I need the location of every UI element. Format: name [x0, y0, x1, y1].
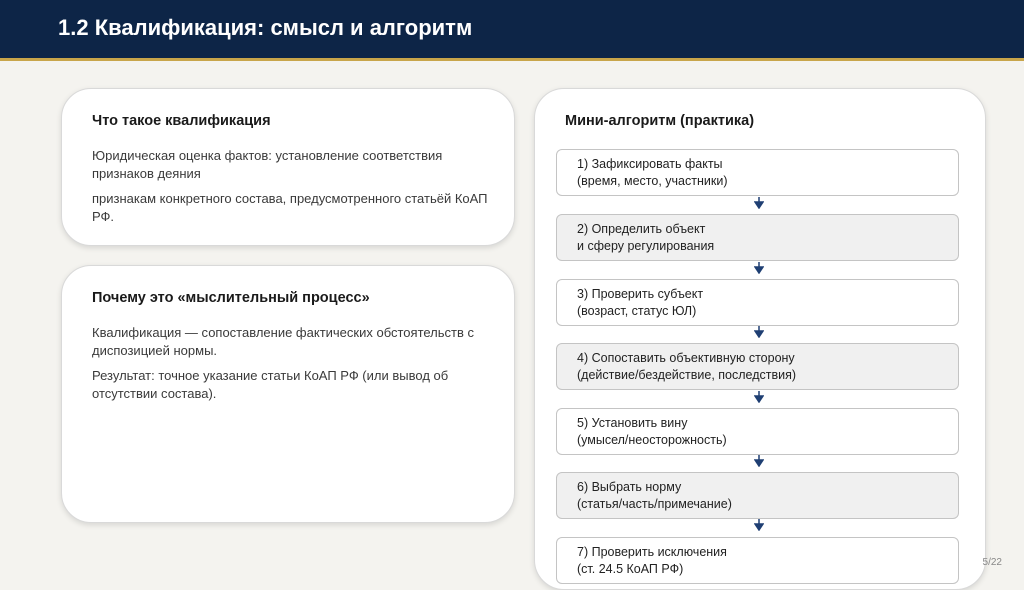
- step-6-line-1: 6) Выбрать норму: [577, 480, 682, 494]
- down-arrow-icon: [754, 197, 764, 209]
- step-7-line-2: (ст. 24.5 КоАП РФ): [577, 562, 684, 576]
- header-accent-rule: [0, 58, 1024, 61]
- thinking-paragraph-1: Квалификация — сопоставление фактических обстоятельств с диспозицией нормы.: [92, 325, 475, 358]
- step-3-line-1: 3) Проверить субъект: [577, 287, 704, 301]
- step-6-line-2: (статья/часть/примечание): [577, 497, 732, 511]
- step-1-line-2: (время, место, участники): [577, 174, 728, 188]
- algorithm-step-1: [556, 149, 959, 196]
- down-arrow-icon: [754, 391, 764, 403]
- thinking-process-card-title: Почему это «мыслительный процесс»: [92, 290, 370, 306]
- down-arrow-icon: [754, 455, 764, 467]
- algorithm-step-5: [556, 408, 959, 455]
- slide-title: 1.2 Квалификация: смысл и алгоритм: [58, 15, 473, 40]
- down-arrow-icon: [754, 262, 764, 274]
- step-5-line-2: (умысел/неосторожность): [577, 433, 727, 447]
- step-3-line-2: (возраст, статус ЮЛ): [577, 304, 697, 318]
- step-1-line-1: 1) Зафиксировать факты: [577, 157, 723, 171]
- slide-header: [0, 0, 1024, 58]
- down-arrow-icon: [754, 519, 764, 531]
- definition-paragraph-1: Юридическая оценка фактов: установление соответствия признаков деяния: [92, 148, 443, 181]
- down-arrow-icon: [754, 326, 764, 338]
- definition-paragraph-2: признакам конкретного состава, предусмотренного статьёй КоАП РФ.: [92, 191, 488, 224]
- thinking-paragraph-2: Результат: точное указание статьи КоАП РФ (или вывод об отсутствии состава).: [92, 368, 449, 401]
- algorithm-step-7: [556, 537, 959, 584]
- page-number: 5/22: [982, 557, 1002, 568]
- step-4-line-2: (действие/бездействие, последствия): [577, 368, 797, 382]
- algorithm-step-2: [556, 214, 959, 261]
- algorithm-step-4: [556, 343, 959, 390]
- step-7-line-1: 7) Проверить исключения: [577, 545, 727, 559]
- step-2-line-2: и сферу регулирования: [577, 239, 715, 253]
- algorithm-step-3: [556, 279, 959, 326]
- step-5-line-1: 5) Установить вину: [577, 416, 688, 430]
- thinking-process-card: [61, 265, 515, 523]
- algorithm-card-title: Мини-алгоритм (практика): [565, 113, 755, 129]
- definition-card-title: Что такое квалификация: [92, 113, 271, 129]
- step-4-line-1: 4) Сопоставить объективную сторону: [577, 351, 795, 365]
- step-2-line-1: 2) Определить объект: [577, 222, 706, 236]
- algorithm-step-6: [556, 472, 959, 519]
- definition-card: [61, 88, 515, 246]
